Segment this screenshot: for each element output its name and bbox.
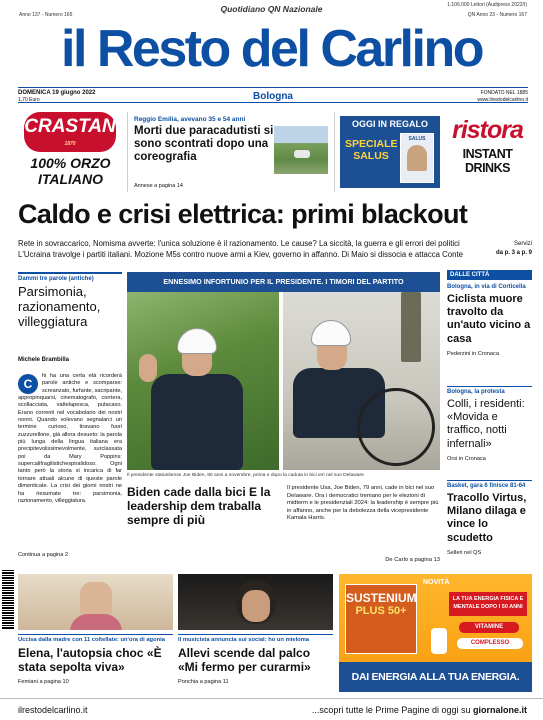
right-column — [447, 270, 532, 556]
website-small[interactable]: www.ilrestodelcarlino.it — [477, 97, 528, 103]
helmet-shape — [177, 328, 217, 354]
bystander-legs — [401, 292, 421, 362]
top-story-footer: Annese a pagina 14 — [134, 183, 183, 189]
bottom-footer: Femiani a pagina 10 — [18, 679, 69, 685]
main-summary: Rete in sovraccarico, Nomisma avverte: l'unica soluzione è il razionamento. Le cause? La siccità, la guerra e gli errori dei politici L'Ucraina travolge i partiti italiani. Mozione M5s contro nuove armi a Kiev, governo in affanno. Di Maio si dissocia e attacca Conte — [18, 239, 463, 259]
feature-caption: Il presidente statunitense Joe Biden, 80 anni a novembre, prima e dopo la caduta in bici ieri nel suo Delaware — [127, 473, 364, 478]
cover-portrait — [407, 145, 427, 171]
bottom-story-1[interactable] — [18, 574, 173, 685]
left-body — [18, 373, 122, 505]
services-label: Servizi — [513, 241, 532, 247]
complesso-pill: COMPLESSO — [457, 638, 523, 649]
drop-cap: C — [18, 374, 38, 394]
novita-label: NOVITÀ — [423, 579, 450, 586]
founded-note: FONDATO NEL 1885 — [480, 90, 528, 96]
left-rule — [18, 272, 122, 274]
ad-gift[interactable] — [340, 116, 440, 188]
sustenium-promo: LA TUA ENERGIA FISICA E MENTALE DOPO I 50 ANNI — [449, 592, 527, 616]
city-story-footer: Orsi in Cronaca — [447, 455, 486, 462]
left-continue: Continua a pagina 2 — [18, 552, 69, 558]
newspaper-logo[interactable]: il Resto del Carlino — [61, 20, 482, 78]
sustenium-name: SUSTENIUM — [346, 591, 417, 605]
bottom-title[interactable]: Elena, l'autopsia choc «È stata sepolta viva» — [18, 646, 162, 674]
main-side-ref — [490, 240, 532, 258]
city-story-3[interactable] — [447, 480, 532, 556]
masthead[interactable] — [0, 20, 543, 80]
left-title[interactable]: Parsimonia, razionamento, villeggiatura — [18, 284, 101, 329]
left-kicker: Dammi tre parole (antiche) — [18, 276, 94, 282]
issue-number: Anno 137 - Numero 165 — [19, 12, 73, 18]
bike-wheel — [357, 388, 435, 466]
city-story-title[interactable]: Tracollo Virtus, Milano dilaga e vince lo scudetto — [447, 492, 527, 544]
city-story-kicker: Bologna, in via di Corticella — [447, 284, 526, 290]
edition-name: Bologna — [253, 91, 293, 102]
ad-ristora[interactable] — [445, 116, 530, 188]
feature-headline[interactable]: Biden cade dalla bici E la leadership dem traballa sempre di più — [127, 485, 271, 527]
elena-photo — [18, 574, 173, 630]
top-story-title[interactable]: Morti due paracadutisti si sono scontrati dopo una coreografia — [134, 125, 274, 163]
crastan-line2: ITALIANO — [37, 171, 104, 187]
ad-crastan[interactable] — [18, 112, 123, 192]
ristora-brand: ristora — [452, 116, 523, 144]
feature-footer: De Carlo a pagina 13 — [385, 557, 440, 563]
crastan-brand: CRASTAN — [24, 116, 116, 137]
bottom-footer: Ponchia a pagina 11 — [178, 679, 229, 685]
airfield-photo — [274, 126, 328, 174]
vitamine-pill: VITAMINE — [459, 622, 519, 633]
readers-note: 1.106.000 Lettori (Audipress 2022/I) — [447, 2, 527, 8]
biden-photo-left — [127, 292, 279, 470]
services-pages: da p. 3 a p. 9 — [495, 250, 532, 256]
musician-face — [242, 590, 270, 622]
feature-text: Il presidente Usa, Joe Biden, 79 anni, cade in bici nel suo Delaware. Ora i democratici tremano per le elezioni di midterm e le presidenziali 2024: la leadership è sempre più in affanno, anche per la debolezza della vicepresidente Kamala Harris. — [287, 485, 439, 522]
crastan-logo — [24, 112, 116, 152]
left-body-text: hi ha una certa età ricorderà parole antiche e scomparse: screanzato, furfante, sacripante, appropinquarsi, cinematografo, corriera, scollacciata, vattelapesca, putacaso. Erano correnti nel vocabolario dei nostri nonni. Quando volevano segnalarci un termine curioso, tiravano fuori zuzzurellone, già allora desueto: la parola più lunga della lingua italiana era precipitevolissimevolmente, surclassata poi da Mary Poppins: supercalifragilistichespiralidoso. Ogni tanto però la storia si incarica di far tornare attuali alcune di queste parole dimenticate. La crisi dei giorni nostri ne ha riesumate tre: parsimonia, razionamento, villeggiatura. — [18, 373, 122, 504]
top-story[interactable] — [127, 112, 335, 192]
plane-shape — [294, 150, 310, 158]
page-footer — [0, 698, 543, 720]
city-story-footer: Selleri nel QS — [447, 549, 482, 556]
helmet-shape-2 — [311, 320, 351, 346]
issue-date: DOMENICA 19 giugno 2022 — [18, 90, 96, 96]
crastan-line1: 100% ORZO — [30, 155, 111, 171]
left-author: Michele Brambilla — [18, 357, 70, 363]
crastan-year: 1870 — [64, 141, 76, 147]
allevi-photo — [178, 574, 333, 630]
section-label: DALLE CITTÀ — [447, 270, 532, 280]
giornalone-link[interactable]: giornalone.it — [473, 705, 527, 715]
barcode — [2, 570, 14, 630]
magazine-cover — [400, 133, 434, 183]
sustenium-slogan: DAI ENERGIA ALLA TUA ENERGIA. — [339, 662, 532, 692]
shirt-shape — [151, 374, 243, 470]
footer-promo-text: ...scopri tutte le Prime Pagine di oggi su — [311, 705, 471, 715]
magazine-title: SALUS — [408, 136, 426, 142]
hand-shape — [139, 354, 157, 382]
qn-issue-number: QN Anno 23 - Numero 167 — [467, 12, 527, 18]
ristora-tagline: INSTANT DRINKS — [462, 147, 513, 175]
gift-header: OGGI IN REGALO — [351, 119, 428, 129]
bottom-kicker: Uccisa dalla madre con 11 coltellate: un'ora di agonia — [18, 634, 173, 643]
sustenium-plus: PLUS 50+ — [355, 605, 407, 617]
city-story-title[interactable]: Ciclista muore travolto da un'auto vicino a casa — [447, 293, 531, 345]
top-story-kicker: Reggio Emilia, avevano 35 e 54 anni — [134, 116, 246, 123]
feature-story[interactable] — [127, 272, 440, 566]
dateline-bar — [18, 87, 528, 103]
city-story-title[interactable]: Colli, i residenti: «Movida e traffico, notti infernali» — [447, 398, 525, 450]
biden-photo-right — [283, 292, 440, 470]
qn-tagline: Quotidiano QN Nazionale — [220, 4, 323, 14]
feature-band: ENNESIMO INFORTUNIO PER IL PRESIDENTE. I TIMORI DEL PARTITO — [127, 272, 440, 292]
ad-sustenium[interactable] — [339, 574, 532, 692]
gift-title: SPECIALE SALUS — [345, 138, 398, 162]
sustenium-pack — [345, 584, 417, 654]
city-story-kicker: Basket, gara 6 finisce 81-64 — [447, 483, 526, 489]
city-story-footer: Pederzini in Cronaca — [447, 350, 499, 357]
city-story-kicker: Bologna, la protesta — [447, 389, 505, 395]
issue-price: 1,70 Euro — [18, 97, 40, 103]
main-headline[interactable]: Caldo e crisi elettrica: primi blackout — [18, 199, 468, 229]
footer-promo[interactable] — [312, 705, 527, 715]
city-story-2[interactable] — [447, 386, 532, 462]
top-strip — [0, 0, 543, 22]
bottom-title[interactable]: Allevi scende dal palco «Mi fermo per curarmi» — [178, 646, 311, 674]
bottom-story-2[interactable] — [178, 574, 333, 685]
child-shirt — [70, 614, 122, 630]
city-story-1[interactable] — [447, 284, 532, 357]
sachet-shape — [431, 628, 447, 654]
left-column — [18, 272, 122, 558]
footer-site-link[interactable]: ilrestodelcarlino.it — [18, 705, 88, 715]
bottom-kicker: Il musicista annuncia sui social: ho un mieloma — [178, 634, 333, 643]
